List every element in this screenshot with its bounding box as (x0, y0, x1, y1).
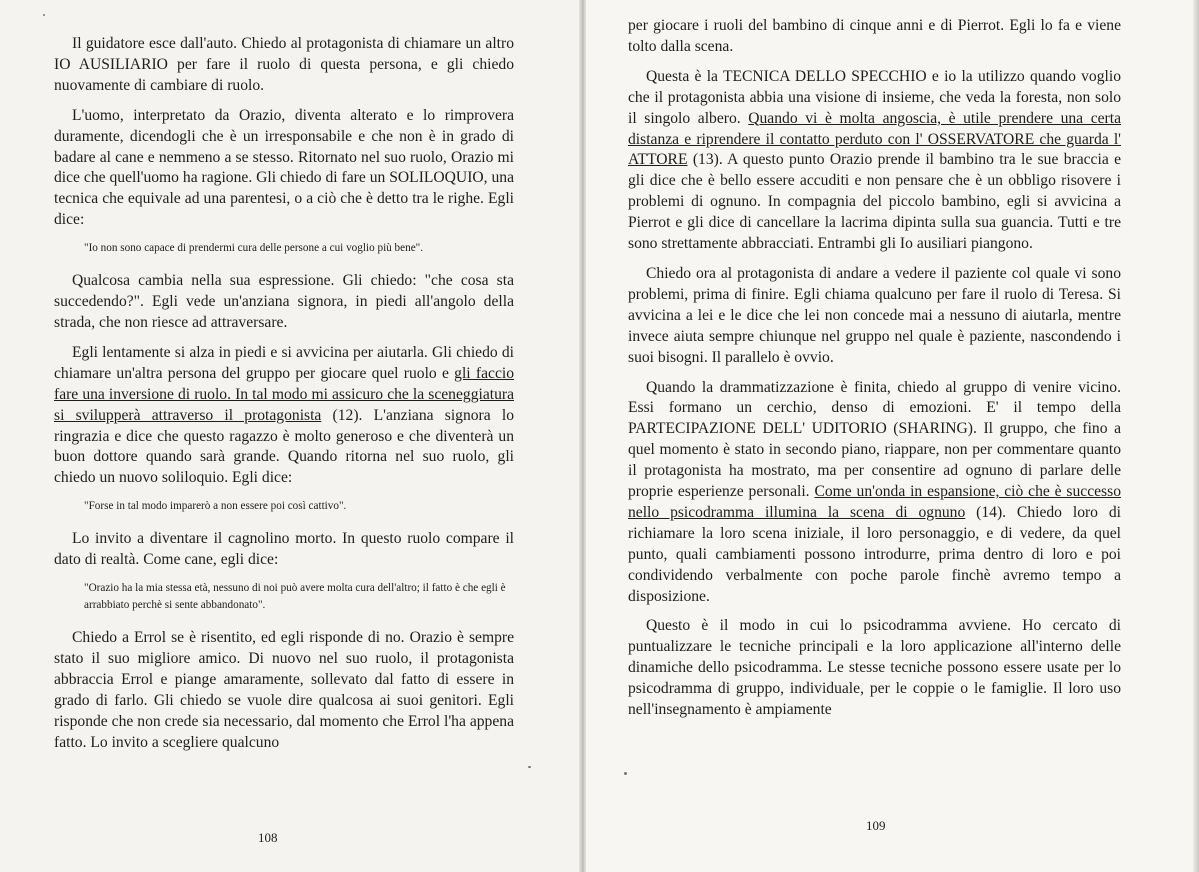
left-paragraph-4-underlined: gli faccio fare una inversione di ruolo. In tal modo mi assicuro che la sceneggiatura si svilupperà attraverso il protagonista (54, 364, 514, 424)
left-paragraph-4-text: Egli lentamente si alza in piedi e si avvicina per aiutarla. Gli chiedo di chiamare un'altra persona del gruppo per giocare quel ruolo e (54, 343, 514, 382)
left-quote-2: "Forse in tal modo imparerò a non essere poi così cattivo". (84, 500, 347, 513)
left-quote-3: "Orazio ha la mia stessa età, nessuno di noi può avere molta cura dell'altro; il fatto è che egli è arrabbiato perchè si sente abbandonato". (84, 582, 506, 612)
right-paragraph-2-text: Questa è la TECNICA DELLO SPECCHIO e io la utilizzo quando voglio che il protagonista abbia una visione di insieme, che veda la foresta, non solo il singolo albero. (628, 67, 1121, 127)
right-paragraph-2-rest: (13). A questo punto Orazio prende il bambino tra le sue braccia e gli dice che è bello essere accuditi e non pensare che è un obbligo risovere i problemi di ognuno. In compagnia del piccolo bambino, egli si avvicina a Pierrot e gli dice di cancellare la lacrima dipinta sulla sua guancia. Tutti e tre sono strettamente abbracciati. Entrambi gli Io ausiliari piangono. (628, 151, 1121, 253)
left-paragraph-2: L'uomo, interpretato da Orazio, diventa alterato e lo rimprovera duramente, dicendogli che è un irresponsabile e che non è in grado di badare al cane e nemmeno a se stesso. Ritornato nel suo ruolo, Orazio mi dice che quell'uomo ha ragione. Gli chiedo di fare un SOLILOQUIO, una tecnica che equivale ad una parentesi, o a ciò che è detto tra le righe. Egli dice: (54, 106, 514, 229)
left-paragraph-3: Qualcosa cambia nella sua espressione. Gli chiedo: "che cosa sta succedendo?". Egli vede un'anziana signora, in piedi all'angolo della strada, che non riesce ad attraversare. (54, 272, 514, 331)
right-paragraph-3: Chiedo ora al protagonista di andare a vedere il paziente col quale vi sono problemi, prima di finire. Egli chiama qualcuno per fare il ruolo di Teresa. Si avvicina a lei e le dice che lei non concede mai a nessuno di aiutarla, mentre invece aiuta sempre chiunque nel gruppo nel quale è paziente, nascondendo i suoi bisogni. Il parallelo è ovvio. (628, 264, 1121, 366)
right-paragraph-4 (628, 378, 1121, 608)
page-edge-shadow (1193, 0, 1199, 872)
scan-speck (624, 772, 627, 775)
left-quote-1: "Io non sono capace di prendermi cura delle persone a cui voglio più bene". (84, 242, 424, 255)
left-paragraph-1: Il guidatore esce dall'auto. Chiedo al protagonista di chiamare un altro IO AUSILIARIO per fare il ruolo di questa persona, e gli chiedo nuovamente di cambiare di ruolo. (54, 35, 514, 94)
scan-speck (43, 14, 45, 16)
right-paragraph-5: Questo è il modo in cui lo psicodramma avviene. Ho cercato di puntualizzare le tecniche principali e la loro applicazione all'interno delle dinamiche dello psicodramma. Le stesse tecniche possono essere usate per lo psicodramma di gruppo, individuale, per le coppie o le famiglie. Il loro uso nell'insegnamento è ampiamente (628, 617, 1121, 719)
left-paragraph-4-rest: (12). L'anziana signora lo ringrazia e dice che questo ragazzo è molto generoso e che diventerà un buon dottore quando sarà grande. Quando ritorna nel suo ruolo, gli chiedo un nuovo soliloquio. Egli dice: (54, 406, 514, 487)
right-paragraph-2-underlined: Quando vi è molta angoscia, è utile prendere una certa distanza e riprendere il contatto perduto con l' OSSERVATORE che guarda l' ATTORE (628, 109, 1121, 169)
scan-speck (528, 766, 531, 768)
page-number-right: 109 (866, 818, 886, 833)
page-number-left: 108 (258, 830, 278, 845)
right-page (586, 0, 1199, 872)
left-page (0, 0, 582, 872)
right-paragraph-4-text: Quando la drammatizzazione è finita, chiedo al gruppo di venire vicino. Essi formano un cerchio, denso di emozioni. E' il tempo della PARTECIPAZIONE DELL' UDITORIO (SHARING). Il gruppo, che fino a quel momento è stato in secondo piano, riappare, non per commentare quanto il protagonista ha mostrato, ma per consentire ad ognuno di parlare delle proprie esperienze personali. (628, 378, 1121, 501)
right-paragraph-4-underlined: Come un'onda in espansione, ciò che è successo nello psicodramma illumina la scena di ognuno (628, 483, 1121, 521)
right-paragraph-2 (628, 67, 1121, 255)
right-paragraph-1: per giocare i ruoli del bambino di cinque anni e di Pierrot. Egli lo fa e viene tolto dalla scena. (628, 17, 1121, 55)
left-paragraph-6: Chiedo a Errol se è risentito, ed egli risponde di no. Orazio è sempre stato il suo migliore amico. Di nuovo nel suo ruolo, il protagonista abbraccia Errol e piange amaramente, sollevato dal fatto di essere in grado di farlo. Gli chiedo se vuole dire qualcosa ai suoi genitori. Egli risponde che non crede sia necessario, dal momento che Errol l'ha appena fatto. Lo invito a scegliere qualcuno (54, 629, 514, 751)
left-paragraph-5: Lo invito a diventare il cagnolino morto. In questo ruolo compare il dato di realtà. Come cane, egli dice: (54, 530, 514, 569)
right-paragraph-4-rest: (14). Chiedo loro di richiamare la loro scena iniziale, il loro personaggio, e di vedere, da quel punto, quali cambiamenti possono introdurre, prima dentro di loro e poi condividendo verbalmente con poche parole finchè avremo tempo a disposizione. (628, 503, 1121, 605)
left-paragraph-4 (54, 343, 514, 489)
